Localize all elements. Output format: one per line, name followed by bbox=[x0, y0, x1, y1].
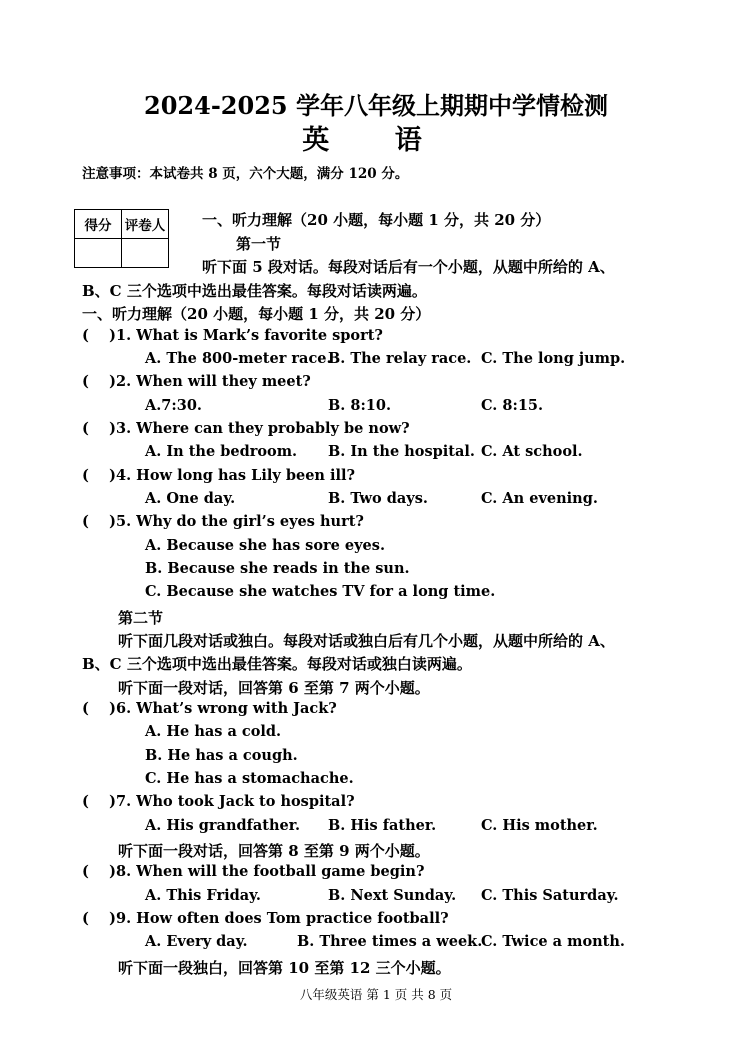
listening-cue: 听下面一段独白，回答第 10 至第 12 三个小题。 bbox=[118, 959, 451, 977]
option-c: C. The long jump. bbox=[481, 350, 626, 367]
option-c: C. Because she watches TV for a long time. bbox=[145, 583, 496, 600]
option-b: B. Next Sunday. bbox=[328, 887, 457, 904]
option-b: B. He has a cough. bbox=[145, 747, 298, 764]
score-cell[interactable] bbox=[75, 239, 122, 268]
answer-blank[interactable]: ( ) bbox=[82, 863, 116, 880]
option-b: B. 8:10. bbox=[328, 397, 392, 414]
part2-instruction: 听下面几段对话或独白。每段对话或独白后有几个小题，从题中所给的 A、 bbox=[118, 632, 615, 650]
answer-blank[interactable]: ( ) bbox=[82, 513, 116, 530]
answer-blank[interactable]: ( ) bbox=[82, 467, 116, 484]
answer-blank[interactable]: ( ) bbox=[82, 700, 116, 717]
question-2: ( )2. When will they meet? bbox=[82, 373, 311, 390]
option-b: B. The relay race. bbox=[328, 350, 472, 367]
answer-blank[interactable]: ( ) bbox=[82, 373, 116, 390]
question-1: ( )1. What is Mark’s favorite sport? bbox=[82, 327, 383, 344]
grader-cell[interactable] bbox=[122, 239, 169, 268]
option-a: A.7:30. bbox=[145, 397, 202, 414]
part2-label: 第二节 bbox=[118, 609, 164, 627]
question-7: ( )7. Who took Jack to hospital? bbox=[82, 793, 355, 810]
option-a: A. One day. bbox=[145, 490, 236, 507]
section-heading: 一、听力理解（20 小题，每小题 1 分，共 20 分） bbox=[202, 211, 551, 229]
option-c: C. At school. bbox=[481, 443, 583, 460]
option-c: C. An evening. bbox=[481, 490, 598, 507]
option-a: A. Every day. bbox=[145, 933, 248, 950]
answer-blank[interactable]: ( ) bbox=[82, 910, 116, 927]
exam-title: 2024-2025 学年八年级上期期中学情检测 bbox=[144, 91, 608, 120]
answer-blank[interactable]: ( ) bbox=[82, 793, 116, 810]
question-9: ( )9. How often does Tom practice football? bbox=[82, 910, 449, 927]
option-a: A. He has a cold. bbox=[145, 723, 282, 740]
question-6: ( )6. What’s wrong with Jack? bbox=[82, 700, 337, 717]
listening-cue: 听下面一段对话，回答第 8 至第 9 两个小题。 bbox=[118, 842, 430, 860]
listening-cue: 听下面一段对话，回答第 6 至第 7 两个小题。 bbox=[118, 679, 430, 697]
question-4: ( )4. How long has Lily been ill? bbox=[82, 467, 356, 484]
question-3: ( )3. Where can they probably be now? bbox=[82, 420, 410, 437]
option-a: A. In the bedroom. bbox=[145, 443, 298, 460]
page-footer: 八年级英语 第 1 页 共 8 页 bbox=[299, 987, 453, 1002]
part1-instruction-cont: B、C 三个选项中选出最佳答案。每段对话读两遍。 bbox=[82, 282, 427, 300]
option-c: C. He has a stomachache. bbox=[145, 770, 354, 787]
option-a: A. The 800-meter race. bbox=[145, 350, 332, 367]
part2-instruction-cont: B、C 三个选项中选出最佳答案。每段对话或独白读两遍。 bbox=[82, 655, 472, 673]
option-b: B. In the hospital. bbox=[328, 443, 475, 460]
score-label: 得分 bbox=[75, 210, 122, 239]
option-c: C. 8:15. bbox=[481, 397, 544, 414]
option-b: B. Two days. bbox=[328, 490, 428, 507]
question-5: ( )5. Why do the girl’s eyes hurt? bbox=[82, 513, 364, 530]
answer-blank[interactable]: ( ) bbox=[82, 327, 116, 344]
option-c: C. Twice a month. bbox=[481, 933, 625, 950]
section-heading-repeat: 一、听力理解（20 小题，每小题 1 分，共 20 分） bbox=[82, 305, 431, 323]
part1-instruction: 听下面 5 段对话。每段对话后有一个小题，从题中所给的 A、 bbox=[202, 258, 615, 276]
option-b: B. Because she reads in the sun. bbox=[145, 560, 410, 577]
option-a: A. This Friday. bbox=[145, 887, 261, 904]
option-b: B. Three times a week. bbox=[297, 933, 483, 950]
option-a: A. Because she has sore eyes. bbox=[145, 537, 385, 554]
option-c: C. His mother. bbox=[481, 817, 598, 834]
option-c: C. This Saturday. bbox=[481, 887, 619, 904]
part1-label: 第一节 bbox=[236, 235, 282, 253]
option-b: B. His father. bbox=[328, 817, 437, 834]
exam-notice: 注意事项：本试卷共 8 页，六个大题，满分 120 分。 bbox=[82, 166, 409, 182]
answer-blank[interactable]: ( ) bbox=[82, 420, 116, 437]
option-a: A. His grandfather. bbox=[145, 817, 301, 834]
question-8: ( )8. When will the football game begin? bbox=[82, 863, 425, 880]
grader-label: 评卷人 bbox=[122, 210, 169, 239]
score-box bbox=[74, 209, 169, 268]
subject-title: 英 语 bbox=[302, 125, 450, 156]
